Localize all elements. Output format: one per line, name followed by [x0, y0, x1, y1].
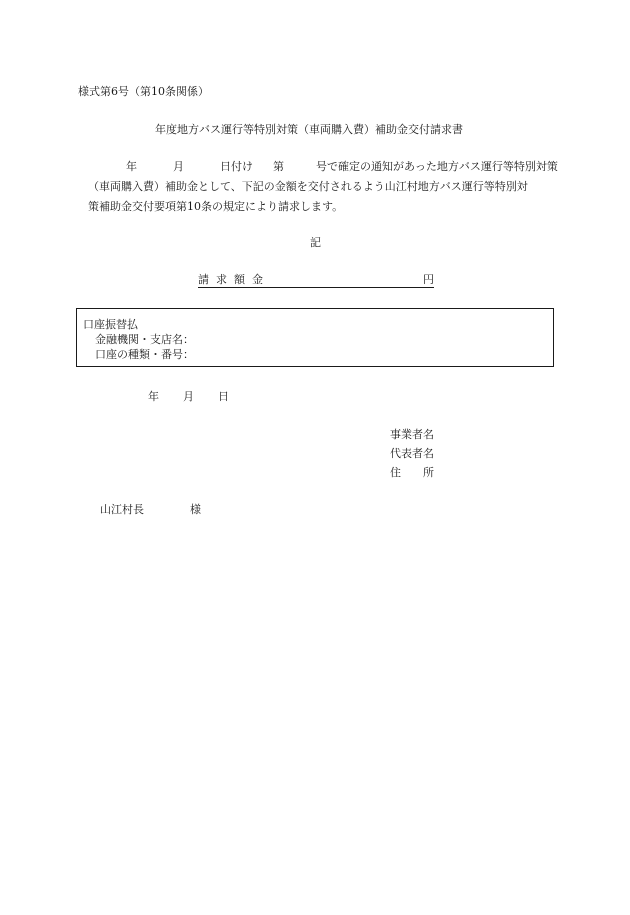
operator-name-label: 事業者名 — [390, 428, 434, 441]
account-transfer-box — [76, 308, 554, 367]
account-type-number-label: 口座の種類・番号： — [95, 348, 194, 361]
bank-branch-label: 金融機関・支店名： — [95, 333, 194, 346]
ki-heading: 記 — [310, 236, 321, 249]
account-transfer-title: 口座振替払 — [83, 318, 138, 331]
body-year: 年 — [126, 160, 137, 173]
date-year: 年 — [148, 390, 159, 403]
address-label — [390, 467, 434, 478]
address-label-1: 住 — [390, 466, 401, 479]
body-dai: 第 — [273, 160, 284, 173]
document-title: 年度地方バス運行等特別対策（車両購入費）補助金交付請求書 — [155, 123, 463, 136]
representative-name-label: 代表者名 — [390, 447, 434, 460]
body-line-2: （車両購入費）補助金として、下記の金額を交付されるよう山江村地方バス運行等特別対 — [88, 180, 528, 193]
body-line1-tail: 号で確定の通知があった地方バス運行等特別対策 — [316, 160, 558, 173]
claim-amount-label: 請求額金 — [198, 273, 270, 286]
date-month: 月 — [183, 390, 194, 403]
recipient-honorific: 様 — [190, 503, 201, 516]
body-month: 月 — [173, 160, 184, 173]
body-dated: 日付け — [220, 160, 253, 173]
date-day: 日 — [218, 390, 229, 403]
date-line — [148, 391, 229, 402]
body-line-3: 策補助金交付要項第10条の規定により請求します。 — [88, 200, 344, 213]
claim-amount-line — [198, 274, 434, 288]
recipient-name: 山江村長 — [100, 503, 144, 516]
address-label-2: 所 — [423, 466, 434, 479]
recipient-line — [100, 504, 201, 515]
form-number: 様式第6号（第10条関係） — [78, 85, 209, 98]
claim-amount-unit: 円 — [423, 273, 434, 286]
body-line-1 — [126, 161, 558, 172]
